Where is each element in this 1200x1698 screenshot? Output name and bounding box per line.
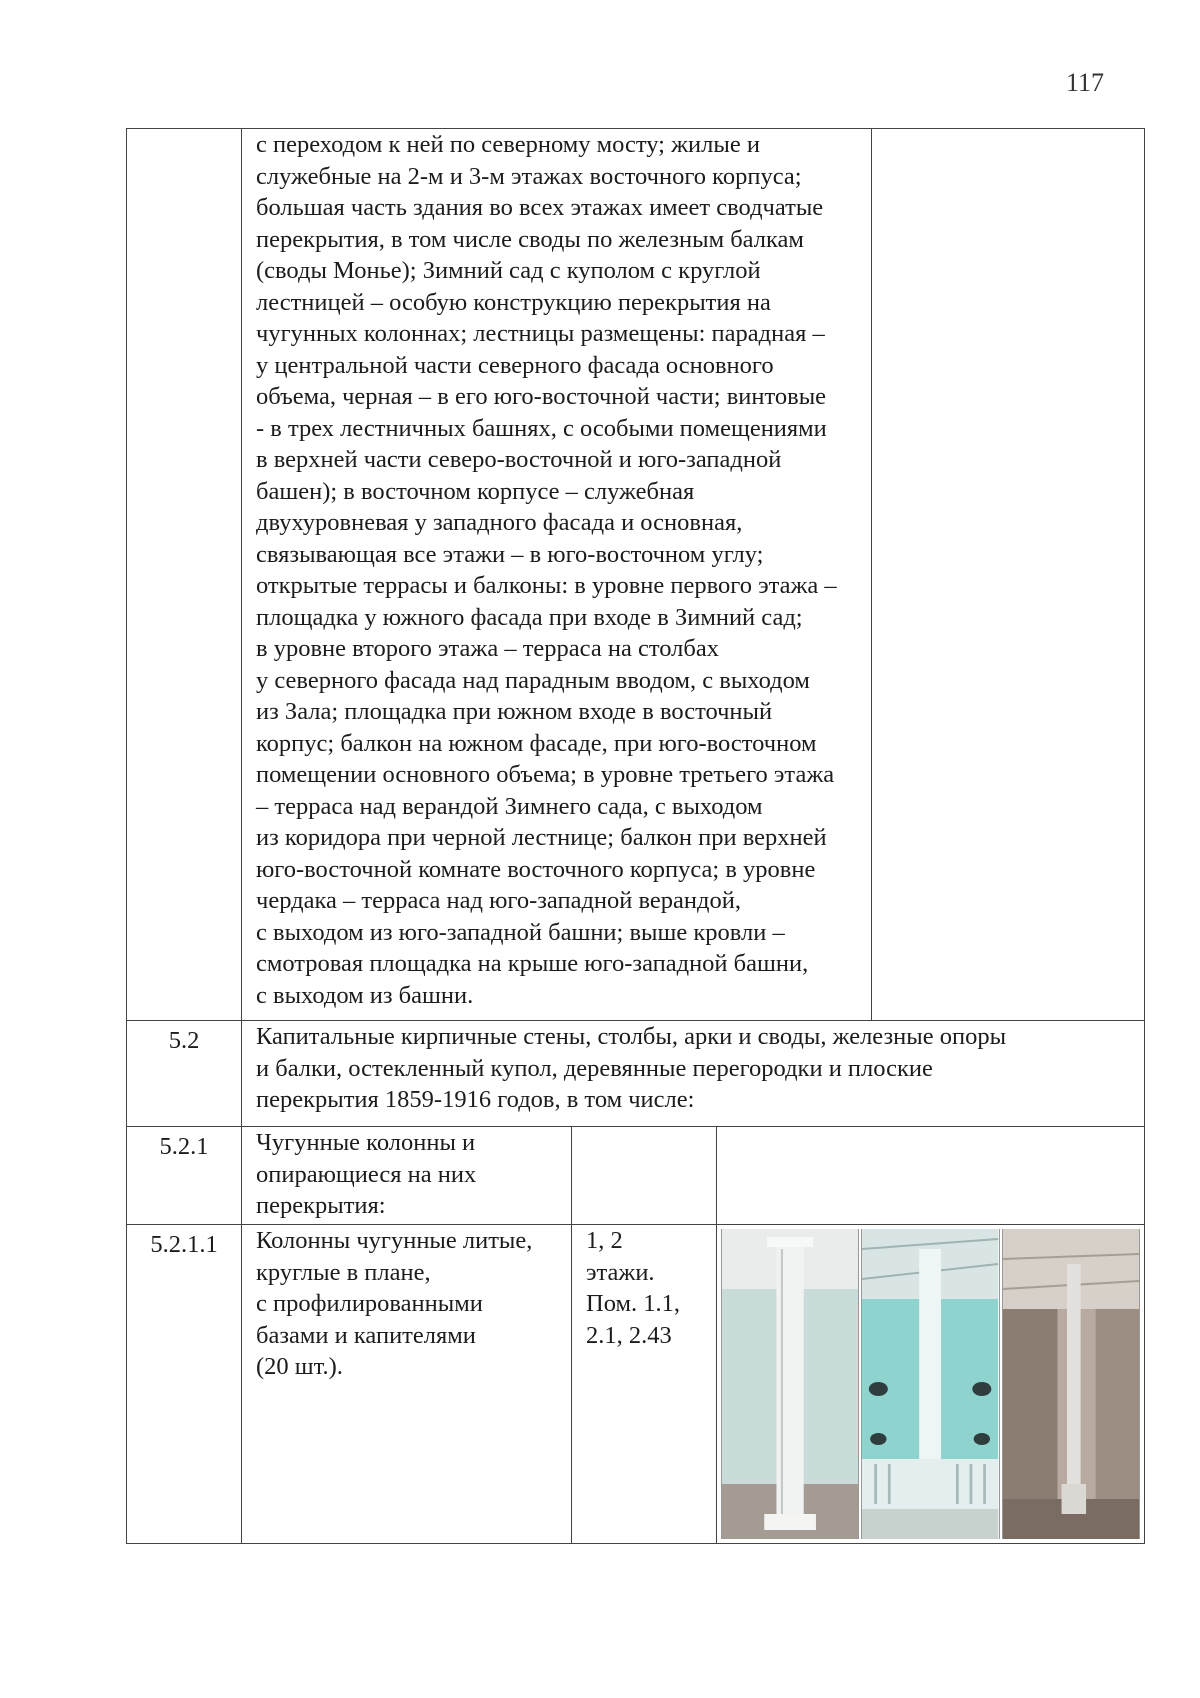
photo-cell — [717, 1127, 1145, 1225]
page-number: 117 — [1066, 68, 1105, 97]
row-description: Чугунные колонны и опирающиеся на них перекрытия: — [242, 1127, 572, 1225]
photo-cell — [872, 129, 1145, 1021]
column-photo-1 — [721, 1229, 859, 1539]
row-number: 5.2.1.1 — [127, 1225, 242, 1544]
row-description: с переходом к ней по северному мосту; жилые и служебные на 2-м и 3-м этажах восточного корпуса; большая часть здания во всех этажах имеет сводчатые перекрытия, в том числе своды по железным балкам (своды Монье); Зимний сад с куполом с круглой лестницей – особую конструкцию перекрытия на чугунных колоннах; лестницы размещены: парадная – у центральной части северного фасада основного объема, черная – в его юго-восточной части; винтовые - в трех лестничных башнях, с особыми помещениями в верхней части северо-восточной и юго-западной башен); в восточном корпусе – служебная двухуровневая у западного фасада и основная, связывающая все этажи – в юго-восточном углу; открытые террасы и балконы: в уровне первого этажа – площадка у южного фасада при входе в Зимний сад; в уровне второго этажа – терраса на столбах у северного фасада над парадным вводом, с выходом из Зала; площадка при южном входе в восточный корпус; балкон на южном фасаде, при юго-восточном помещении основного объема; в уровне третьего этажа – терраса над верандой Зимнего сада, с выходом из коридора при черной лестнице; балкон при верхней юго-восточной комнате восточного корпуса; в уровне чердака – терраса над юго-западной верандой, с выходом из юго-западной башни; выше кровли – смотровая площадка на крыше юго-западной башни, с выходом из башни. — [242, 129, 872, 1021]
table-row — [127, 1021, 1145, 1127]
row-location: 1, 2 этажи. Пом. 1.1, 2.1, 2.43 — [572, 1225, 717, 1544]
photo-cell — [717, 1225, 1145, 1544]
table-row — [127, 1127, 1145, 1225]
column-photo-2 — [861, 1229, 999, 1539]
column-photo-3 — [1002, 1229, 1140, 1539]
row-number-cell — [127, 129, 242, 1021]
row-number: 5.2.1 — [127, 1127, 242, 1225]
row-description: Капитальные кирпичные стены, столбы, арки и своды, железные опоры и балки, остекленный купол, деревянные перегородки и плоские перекрытия 1859-1916 годов, в том числе: — [242, 1021, 1145, 1127]
row-description: Колонны чугунные литые, круглые в плане, с профилированными базами и капителями (20 шт.). — [242, 1225, 572, 1544]
photo-strip — [721, 1229, 1140, 1539]
monument-subject-table — [126, 128, 1145, 1544]
location-cell — [572, 1127, 717, 1225]
row-number: 5.2 — [127, 1021, 242, 1127]
table-row — [127, 1225, 1145, 1544]
table-row — [127, 129, 1145, 1021]
